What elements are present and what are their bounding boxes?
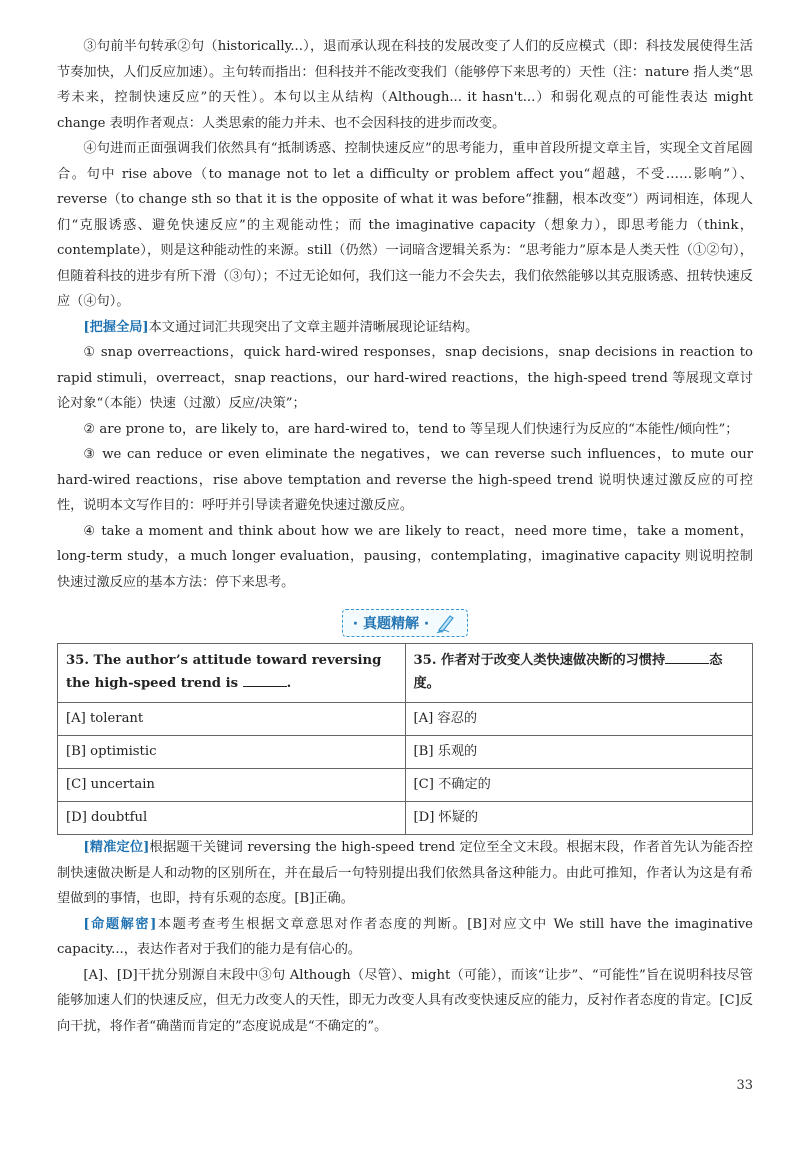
- option-b-cn: [B] 乐观的: [405, 736, 753, 769]
- option-a-en: [A] tolerant: [58, 703, 406, 736]
- secret-paragraph: [57, 912, 753, 963]
- question-stem-row: [58, 644, 753, 703]
- option-row: [58, 802, 753, 835]
- option-row: [58, 703, 753, 736]
- locate-paragraph: [57, 835, 753, 912]
- overview-intro: [57, 315, 753, 341]
- locate-tag: [精准定位]: [83, 840, 150, 855]
- secret-tag: [命题解密]: [83, 916, 157, 932]
- overview-intro-text: 本文通过词汇共现突出了文章主题并清晰展现论证结构。: [148, 319, 479, 335]
- option-row: [58, 736, 753, 769]
- answer-blank: [243, 674, 287, 687]
- question-stem-cn: 35. 作者对于改变人类快速做决断的习惯持 态度。: [405, 644, 753, 703]
- option-c-cn: [C] 不确定的: [405, 769, 753, 802]
- locate-text: 根据题干关键词 reversing the high-speed trend 定位至全文末段。根据末段，作者首先认为能否控制快速做决断是人和动物的区别所在，并在最后一句特别提出我们依然具备这种能力。由此可推知，作者认为这是有希望做到的事情，也即，持有乐观的态度。[B]正确。: [57, 840, 753, 906]
- option-b-en: [B] optimistic: [58, 736, 406, 769]
- overview-item-2: ② are prone to，are likely to，are hard-wired to，tend to 等呈现人们快速行为反应的“本能性/倾向性”；: [83, 421, 739, 437]
- distractor-paragraph: [A]、[D]干扰分别源自末段中③句 Although（尽管）、might（可能），而该“让步”、“可能性”旨在说明科技尽管能够加速人们的快速反应，但无力改变人的天性，即无力改变人具有改变快速反应的能力，反衬作者态度的肯定。[C]反向干扰，将作者“确凿而肯定的”态度说成是“不确定的”。: [57, 967, 753, 1034]
- question-table: [57, 643, 753, 835]
- option-a-cn: [A] 容忍的: [405, 703, 753, 736]
- question-stem-en: 35. The author’s attitude toward reversing the high-speed trend is .: [58, 644, 406, 703]
- overview-item-1: ① snap overreactions，quick hard-wired responses，snap decisions，snap decisions in reaction to rapid stimuli，overreact，snap reactions，our hard-wired reactions，the high-speed trend 等展现文章讨论对象“（本能）快速（过激）反应/决策”；: [57, 345, 753, 411]
- analysis-paragraph-3: ③句前半句转承②句（historically...），退而承认现在科技的发展改变了人们的反应模式（即：科技发展使得生活节奏加快，人们反应加速）。主句转而指出：但科技并不能改变我们（能够停下来思考的）天性（注：nature 指人类“思考未来，控制快速反应”的天性）。本句以主从结构（Although... it hasn't...）和弱化观点的可能性表达 might change 表明作者观点：人类思索的能力并未、也不会因科技的进步而改变。: [57, 39, 753, 131]
- option-d-cn: [D] 怀疑的: [405, 802, 753, 835]
- secret-text: 本题考查考生根据文章意思对作者态度的判断。[B]对应文中 We still have the imaginative capacity...，表达作者对于我们的能力是有信心的。: [57, 916, 753, 957]
- overview-item-4: ④ take a moment and think about how we are likely to react，need more time，take a moment，long-term study，a much longer evaluation，pausing，contemplating，imaginative capacity 则说明控制快速过激反应的基本方法：停下来思考。: [57, 523, 753, 590]
- section-banner-label: · 真题精解 ·: [352, 616, 430, 632]
- page-number: 33: [736, 1078, 753, 1093]
- option-row: [58, 769, 753, 802]
- analysis-paragraph-4: ④句进而正面强调我们依然具有“抵制诱惑、控制快速反应”的思考能力，重申首段所提文章主旨，实现全文首尾圆合。句中 rise above（to manage not to let a difficulty or problem affect you“超越，不受……影响”）、reverse（to change sth so that it is the opposite of what it was before“推翻，根本改变”）两词相连，体现人们“克服诱惑、避免快速反应”的主观能动性；而 the imaginative capacity（想象力），即思考能力（think，contemplate），则是这种能动性的来源。still（仍然）一词暗含逻辑关系为：“思考能力”原本是人类天性（①②句），但随着科技的进步有所下滑（③句）；不过无论如何，我们这一能力不会失去，我们依然能够以其克服诱惑、扭转快速反应（④句）。: [57, 141, 753, 309]
- option-d-en: [D] doubtful: [58, 802, 406, 835]
- overview-item-3: ③ we can reduce or even eliminate the negatives，we can reverse such influences，to mute our hard-wired reactions，rise above temptation and reverse the high-speed trend 说明快速过激反应的可控性，说明本文写作目的：呼吁并引导读者避免快速过激反应。: [57, 447, 753, 513]
- page-content: [57, 0, 753, 1039]
- overview-tag: [把握全局]: [83, 319, 149, 335]
- section-banner: [57, 609, 753, 637]
- answer-blank: [665, 651, 709, 664]
- option-c-en: [C] uncertain: [58, 769, 406, 802]
- section-banner-box: [342, 609, 468, 637]
- pen-icon: [435, 612, 457, 634]
